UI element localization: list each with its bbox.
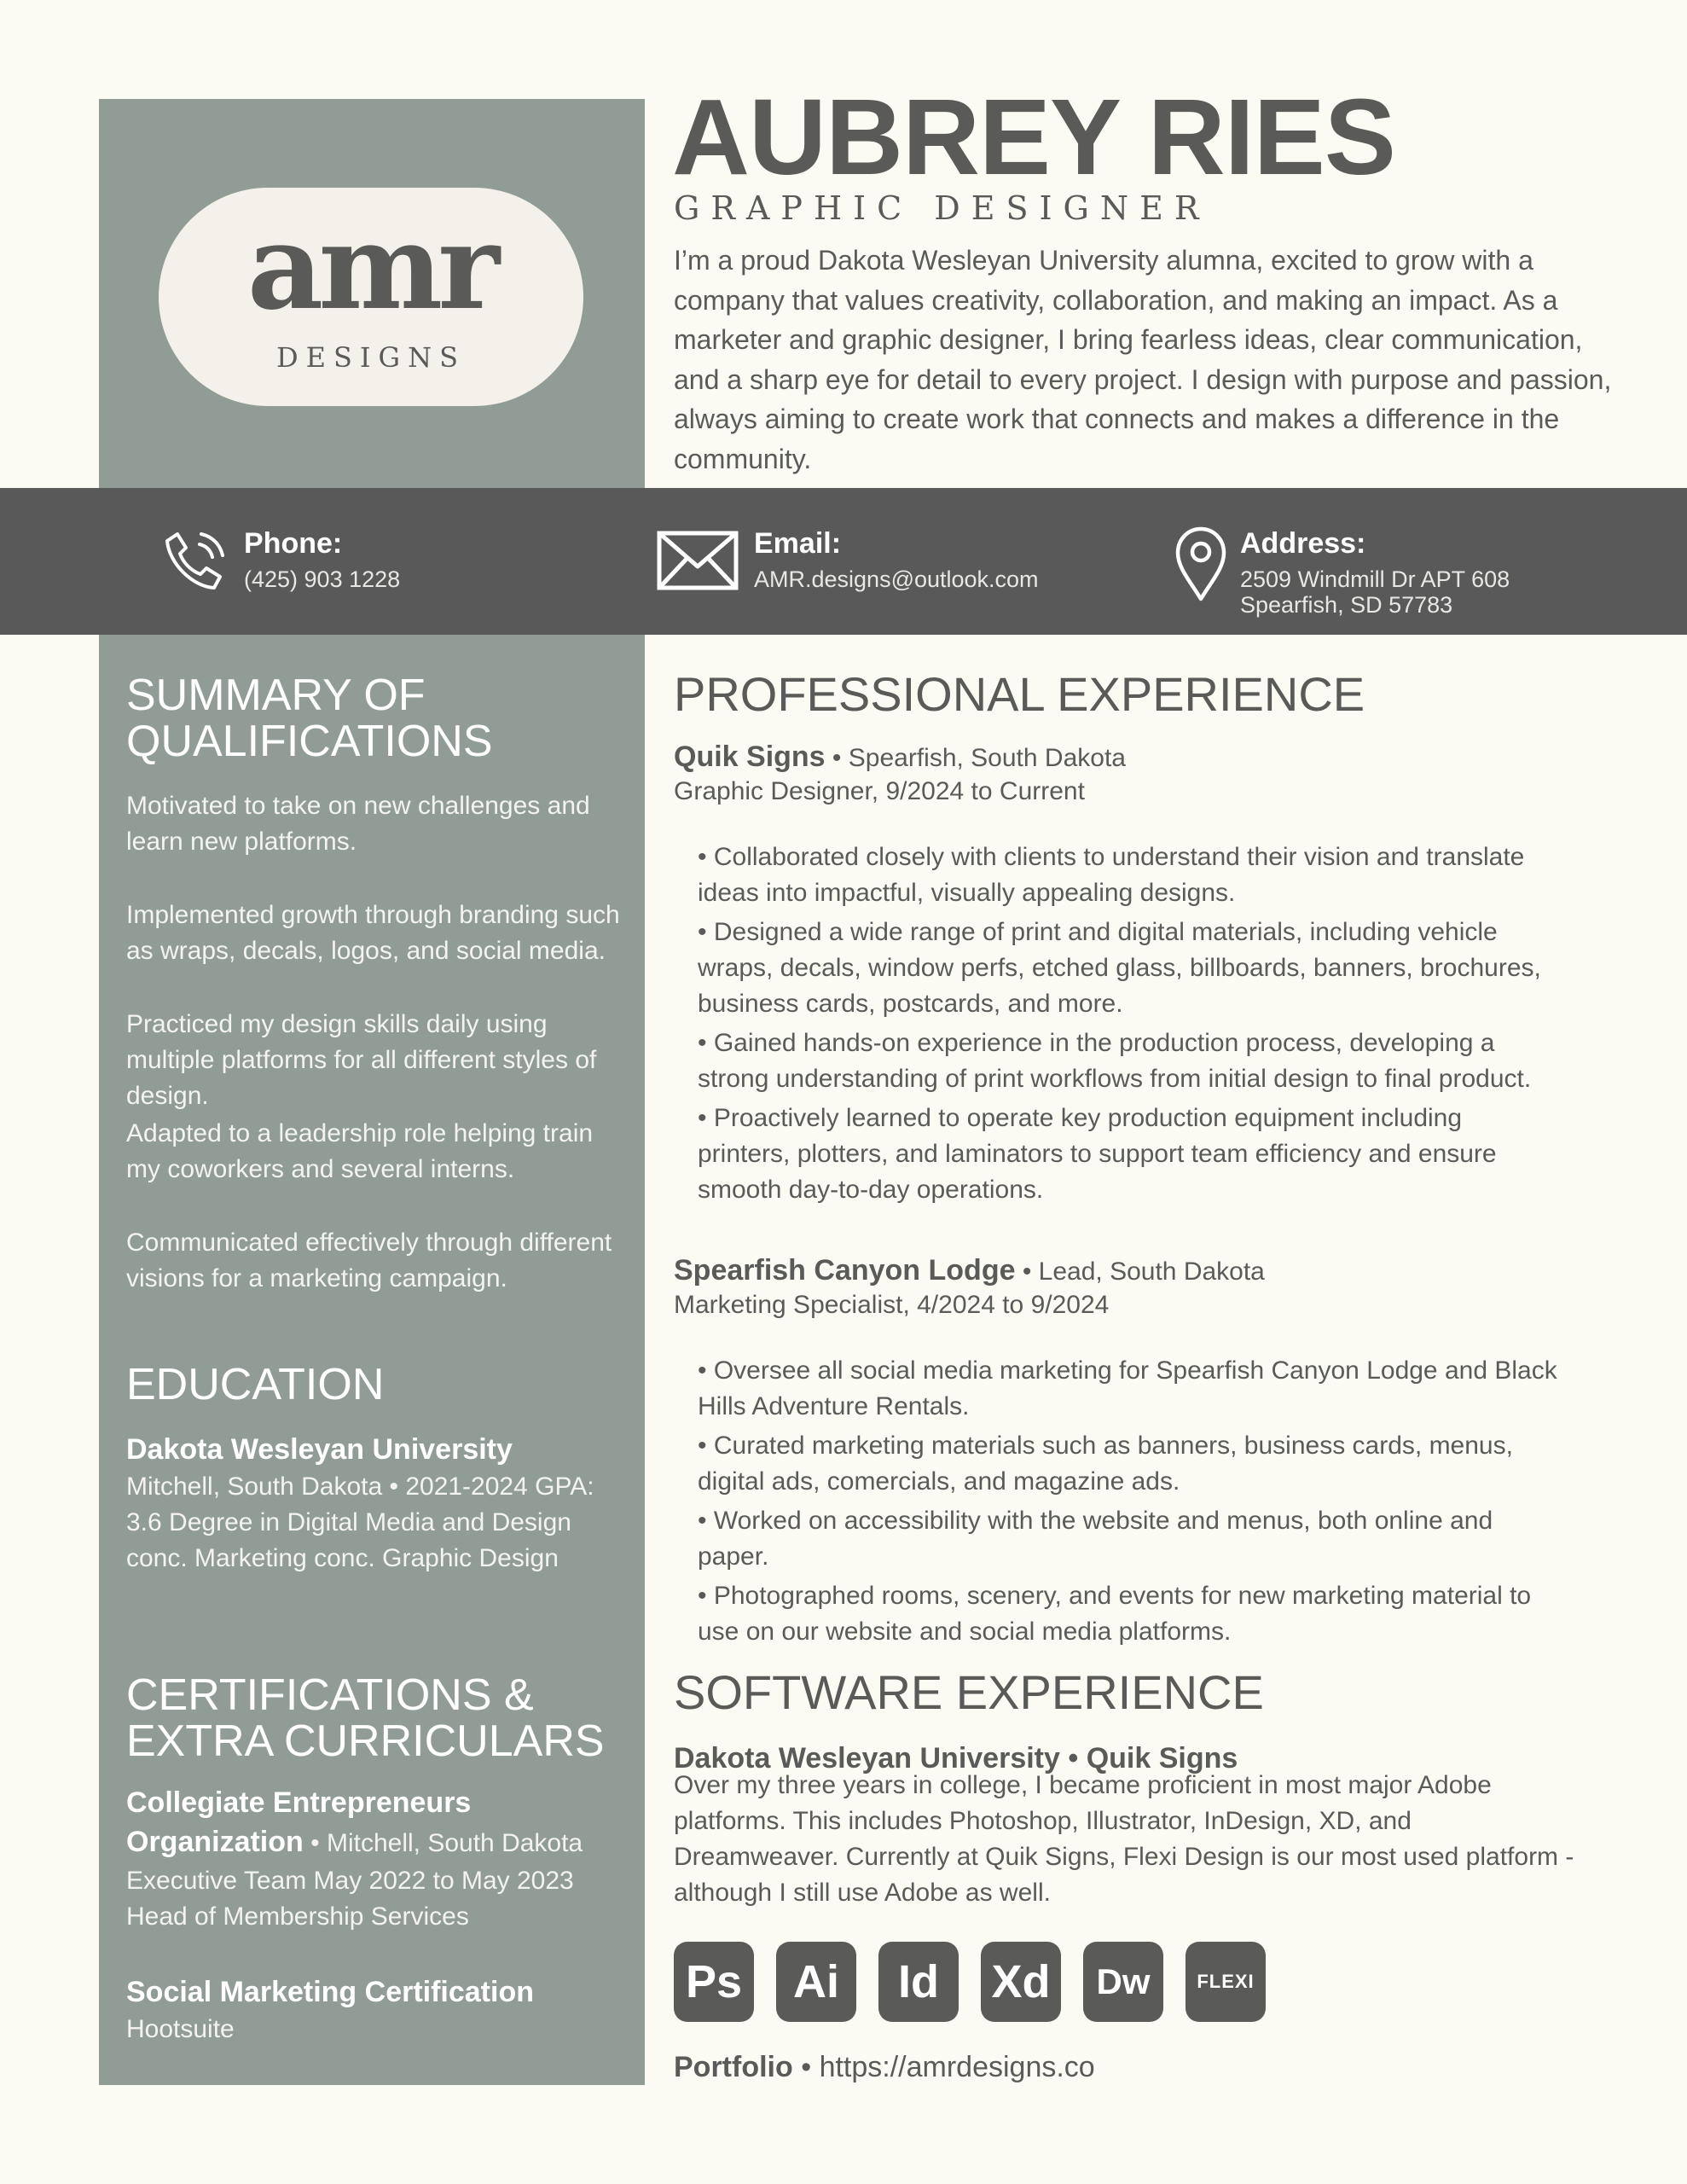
org-name-line-2 [126, 1822, 583, 1863]
job-company [674, 1252, 1265, 1290]
portfolio-link[interactable]: https://amrdesigns.co [819, 2051, 1095, 2083]
list-item: • Collaborated closely with clients to understand their vision and translate ideas into impactful, visually appealing designs. [698, 839, 1559, 911]
phone-value[interactable]: (425) 903 1228 [244, 566, 401, 592]
job-bullets [698, 1353, 1559, 1653]
phone-label: Phone: [244, 527, 343, 560]
education-details: Mitchell, South Dakota • 2021-2024 GPA: 3.6 Degree in Digital Media and Design conc. Marketing conc. Graphic Design [126, 1472, 594, 1572]
list-item: • Proactively learned to operate key production equipment including printers, plotters, and laminators to support team efficiency and ensure smooth day-to-day operations. [698, 1101, 1559, 1208]
job-company [674, 739, 1126, 776]
job-title: Marketing Specialist, 4/2024 to 9/2024 [674, 1291, 1110, 1319]
education-school: Dakota Wesleyan University [126, 1433, 513, 1466]
job-bullets [698, 839, 1559, 1211]
company-name: Spearfish Canyon Lodge [674, 1254, 1016, 1287]
software-text: Over my three years in college, I became proficient in most major Adobe platforms. This includes Photoshop, Illustrator, InDesign, XD, and Dreamweaver. Currently at Quik Signs, Flexi Design is our most used platform - although I still use Adobe as well. [674, 1771, 1574, 1907]
photoshop-icon: Ps [674, 1942, 754, 2022]
logo [159, 188, 583, 406]
org-detail-1: Executive Team May 2022 to May 2023 [126, 1867, 574, 1895]
dreamweaver-icon: Dw [1083, 1942, 1163, 2022]
cert-issuer: Hootsuite [126, 2015, 235, 2043]
summary-item: Communicated effectively through different visions for a marketing campaign. [126, 1228, 612, 1292]
company-name: Quik Signs [674, 741, 826, 773]
illustrator-icon: Ai [776, 1942, 856, 2022]
summary-item: Practiced my design skills daily using multiple platforms for all different styles of design. [126, 1010, 597, 1110]
portfolio-line [674, 2049, 1095, 2085]
software-subheading: Dakota Wesleyan University • Quik Signs [674, 1742, 1238, 1774]
logo-wordmark: amr [246, 197, 496, 336]
email-label: Email: [754, 527, 842, 560]
cert-name: Social Marketing Certification [126, 1976, 534, 2008]
summary-item: Implemented growth through branding such as wraps, decals, logos, and social media. [126, 901, 620, 965]
intro-paragraph: I’m a proud Dakota Wesleyan University alumna, excited to grow with a company that values creativity, collaboration, and making an impact. As a marketer and graphic designer, I bring fearless ideas, clear communication, and a sharp eye for detail to every project. I design with purpose and passion, always aiming to create work that connects and makes a difference in the community. [674, 245, 1612, 474]
org-name-line-1: Collegiate Entrepreneurs [126, 1786, 472, 1819]
portfolio-separator: • [792, 2051, 820, 2083]
company-location: • Spearfish, South Dakota [825, 744, 1126, 772]
phone-icon [159, 526, 229, 595]
education-heading: EDUCATION [126, 1360, 385, 1409]
email-value[interactable]: AMR.designs@outlook.com [754, 566, 1039, 592]
summary-heading-line-1: SUMMARY OF [126, 671, 426, 720]
indesign-icon: Id [878, 1942, 959, 2022]
list-item: • Worked on accessibility with the website and menus, both online and paper. [698, 1503, 1559, 1575]
summary-item: Adapted to a leadership role helping train my coworkers and several interns. [126, 1119, 594, 1183]
org-location: • Mitchell, South Dakota [303, 1829, 583, 1857]
address-line-1: 2509 Windmill Dr APT 608 [1240, 566, 1510, 592]
address-line-2: Spearfish, SD 57783 [1240, 592, 1453, 618]
job-role: GRAPHIC DESIGNER [674, 189, 1210, 227]
org-detail-2: Head of Membership Services [126, 1902, 469, 1931]
company-location: • Lead, South Dakota [1015, 1258, 1265, 1286]
summary-heading-line-2: QUALIFICATIONS [126, 717, 493, 766]
list-item: • Designed a wide range of print and digital materials, including vehicle wraps, decals, window perfs, etched glass, billboards, banners, brochures, business cards, postcards, and more. [698, 915, 1559, 1022]
experience-heading: PROFESSIONAL EXPERIENCE [674, 667, 1365, 721]
logo-subtitle: DESIGNS [275, 341, 467, 374]
flexi-icon: FLEXI [1186, 1942, 1266, 2022]
org-name-word: Organization [126, 1826, 304, 1858]
envelope-icon [657, 531, 739, 590]
contact-bar [0, 488, 1687, 635]
list-item: • Oversee all social media marketing for Spearfish Canyon Lodge and Black Hills Adventure Rentals. [698, 1353, 1559, 1425]
xd-icon: Xd [981, 1942, 1061, 2022]
job-title: Graphic Designer, 9/2024 to Current [674, 777, 1085, 805]
portfolio-label: Portfolio [674, 2051, 793, 2083]
list-item: • Gained hands-on experience in the production process, developing a strong understanding of print workflows from initial design to final product. [698, 1025, 1559, 1097]
list-item: • Curated marketing materials such as banners, business cards, menus, digital ads, comercials, and magazine ads. [698, 1428, 1559, 1500]
map-pin-icon [1174, 526, 1228, 602]
certifications-heading-line-1: CERTIFICATIONS & [126, 1670, 534, 1720]
page-title: AUBREY RIES [672, 77, 1395, 197]
software-heading: SOFTWARE EXPERIENCE [674, 1665, 1264, 1719]
list-item: • Photographed rooms, scenery, and events for new marketing material to use on our website and social media platforms. [698, 1578, 1559, 1650]
certifications-heading-line-2: EXTRA CURRICULARS [126, 1716, 605, 1766]
summary-item: Motivated to take on new challenges and learn new platforms. [126, 792, 590, 856]
address-label: Address: [1240, 527, 1366, 560]
